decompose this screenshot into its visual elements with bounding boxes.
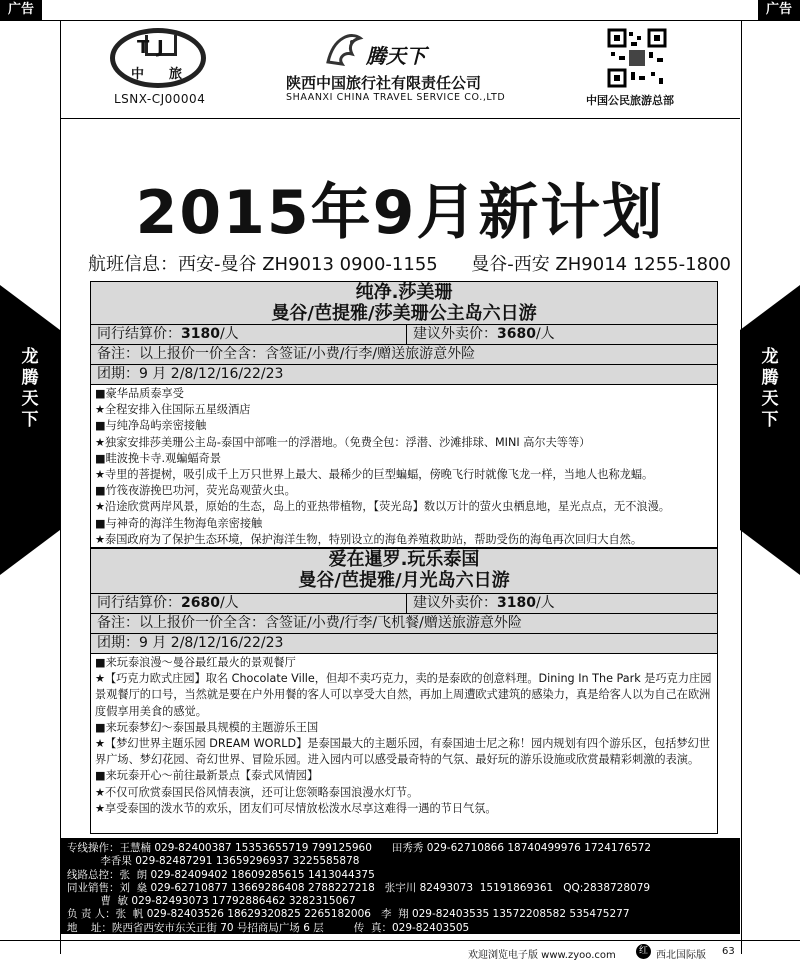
contact-line: 负 责 人：张 帆 029-82403526 18629320825 2265182006 李 翔 029-82403535 13572208582 535475277 [67, 908, 630, 921]
flight-info [88, 250, 731, 276]
company-name-en: SHAANXI CHINA TRAVEL SERVICE CO.,LTD [286, 92, 506, 103]
itinerary-line: ■竹筏夜游挽巴功河，荧光岛观萤火虫。 [95, 484, 296, 498]
itinerary-line: ★【梦幻世界主题乐园 DREAM WORLD】是泰国最大的主题乐园，有泰国迪士尼之称！园内规划有四个游乐区，包括梦幻世界广场、梦幻花园、奇幻世界、冒险乐园。进入园内可以感受最奇特的气氛、最好玩的游乐设施或欣赏最精彩刺激的表演。 [95, 737, 711, 767]
page-number: 63 [722, 946, 735, 957]
itinerary-line: ★不仅可欣赏泰国民俗风情表演，还可让您领略泰国浪漫水灯节。 [95, 785, 419, 799]
footer-welcome: 欢迎浏览电子版 www.zyoo.com [468, 950, 616, 961]
ad-label-left: 广告 [0, 0, 42, 20]
tour-itinerary-2 [91, 654, 717, 818]
itinerary-line: ★全程安排入住国际五星级酒店 [95, 403, 251, 417]
price-row [91, 325, 717, 345]
footer [0, 940, 800, 965]
cts-logo: T J 中 旅 [110, 28, 206, 88]
retail-price: 建议外卖价：3680/人 [413, 326, 555, 342]
price-row [91, 594, 717, 614]
logo-char-left: 中 [131, 67, 145, 82]
tour-table-1 [90, 281, 718, 548]
itinerary-line: ■与神奇的海洋生物海龟亲密接触 [95, 516, 263, 530]
footer-badge: 红 [636, 944, 651, 959]
tour-itinerary-1 [91, 385, 717, 549]
qr-caption: 中国公民旅游总部 [586, 94, 674, 107]
itinerary-line: ■豪华品质泰享受 [95, 387, 184, 400]
tour-title-1: 纯净.莎美珊 [355, 282, 453, 303]
dates-row: 团期：9 月 2/8/12/16/22/23 [91, 365, 717, 385]
itinerary-line: ★寺里的菩提树，吸引成千上万只世界上最大、最稀少的巨型蝙蝠，傍晚飞行时就像飞龙一样，当地人也称龙蝠。 [95, 468, 654, 482]
tour-subtitle-1: 曼谷/芭提雅/莎美珊公主岛六日游 [271, 303, 537, 324]
flight-return: 曼谷-西安 ZH9014 1255-1800 [471, 254, 731, 275]
contact-line: 曹 敏 029-82493073 17792886462 3282315067 [67, 895, 356, 908]
dragon-icon [322, 28, 366, 68]
itinerary-line: ★独家安排莎美珊公主岛-泰国中部唯一的浮潜地。（免费全包：浮潜、沙滩排球、MINI 高尔夫等等） [95, 435, 591, 449]
dates-row: 团期：9 月 2/8/12/16/22/23 [91, 634, 717, 654]
tour-subtitle-2: 曼谷/芭提雅/月光岛六日游 [298, 570, 510, 591]
page-title: 2015年9月新计划 [135, 178, 665, 248]
license-number: LSNX-CJ00004 [114, 92, 206, 106]
flight-outbound: 航班信息：西安-曼谷 ZH9013 0900-1155 [88, 254, 438, 275]
ad-label-right: 广告 [758, 0, 800, 20]
side-text-right: 龙腾天下 [740, 345, 800, 435]
itinerary-line: ★泰国政府为了保护生态环境，保护海洋生物，特别设立的海龟养殖救助站，帮助受伤的海龟再次回归大自然。 [95, 532, 643, 546]
tour-table-2 [90, 548, 718, 834]
qr-code [607, 28, 667, 88]
contact-block [61, 838, 740, 934]
peer-price: 同行结算价：3180/人 [91, 325, 407, 344]
contact-line: 地 址：陕西省西安市东关正街 70 号招商局广场 6 层 传 真：029-82403505 [67, 921, 470, 934]
tour-title-block [91, 549, 717, 594]
side-text-left: 龙腾天下 [0, 345, 60, 435]
company-name-cn: 陕西中国旅行社有限责任公司 [286, 74, 482, 92]
contact-line: 李香果 029-82487291 13659296937 3225585878 [67, 855, 360, 868]
itinerary-line: ★【巧克力欧式庄园】取名 Chocolate Ville，但却不卖巧克力，卖的是泰欧的创意料理。Dining In The Park 是巧克力庄园景观餐厅的口号，当然就是要在户外用餐的客人可以享受大自然，再加上周遭欧式建筑的感染力，真是给客人以为自己在欧洲度假享用美食的感觉。 [95, 672, 712, 718]
retail-price: 建议外卖价：3180/人 [413, 595, 555, 611]
itinerary-line: ■来玩泰梦幻～泰国最具规模的主题游乐王国 [95, 720, 319, 734]
ad-bar [0, 0, 800, 21]
brand-name: 腾天下 [366, 44, 426, 68]
footer-section: 西北国际版 [656, 950, 706, 961]
note-row: 备注：以上报价一价全含：含签证/小费/行李/飞机餐/赠送旅游意外险 [91, 614, 717, 634]
itinerary-line: ★享受泰国的泼水节的欢乐，团友们可尽情放松泼水尽享这难得一遇的节日气氛。 [95, 801, 497, 815]
contact-line: 专线操作：王慧楠 029-82400387 15353655719 799125960 田秀秀 029-62710866 18740499976 1724176572 [67, 842, 651, 854]
itinerary-line: ■来玩泰开心～前往最新景点【泰式风情园】 [95, 769, 319, 783]
tour-title-2: 爱在暹罗.玩乐泰国 [328, 549, 480, 570]
itinerary-line: ■来玩泰浪漫～曼谷最红最火的景观餐厅 [95, 656, 296, 669]
itinerary-line: ■与纯净岛屿亲密接触 [95, 419, 207, 433]
contact-line: 线路总控：张 朗 029-82409402 18609285615 1413044375 [67, 868, 375, 881]
logo-char-right: 旅 [169, 67, 183, 82]
note-row: 备注：以上报价一价全含：含签证/小费/行李/赠送旅游意外险 [91, 345, 717, 365]
contact-line: 同业销售：刘 燊 029-62710877 13669286408 2788227218 张宇川 82493073 15191869361 QQ:2838728079 [67, 881, 651, 894]
tour-title-block [91, 282, 717, 325]
itinerary-line: ★沿途欣赏两岸风景，原始的生态，岛上的亚热带植物，【荧光岛】数以万计的萤火虫栖息地，星光点点，无不浪漫。 [95, 500, 670, 514]
itinerary-line: ■畦波挽卡寺.观蝙蝠奇景 [95, 451, 222, 465]
peer-price: 同行结算价：2680/人 [91, 594, 407, 613]
